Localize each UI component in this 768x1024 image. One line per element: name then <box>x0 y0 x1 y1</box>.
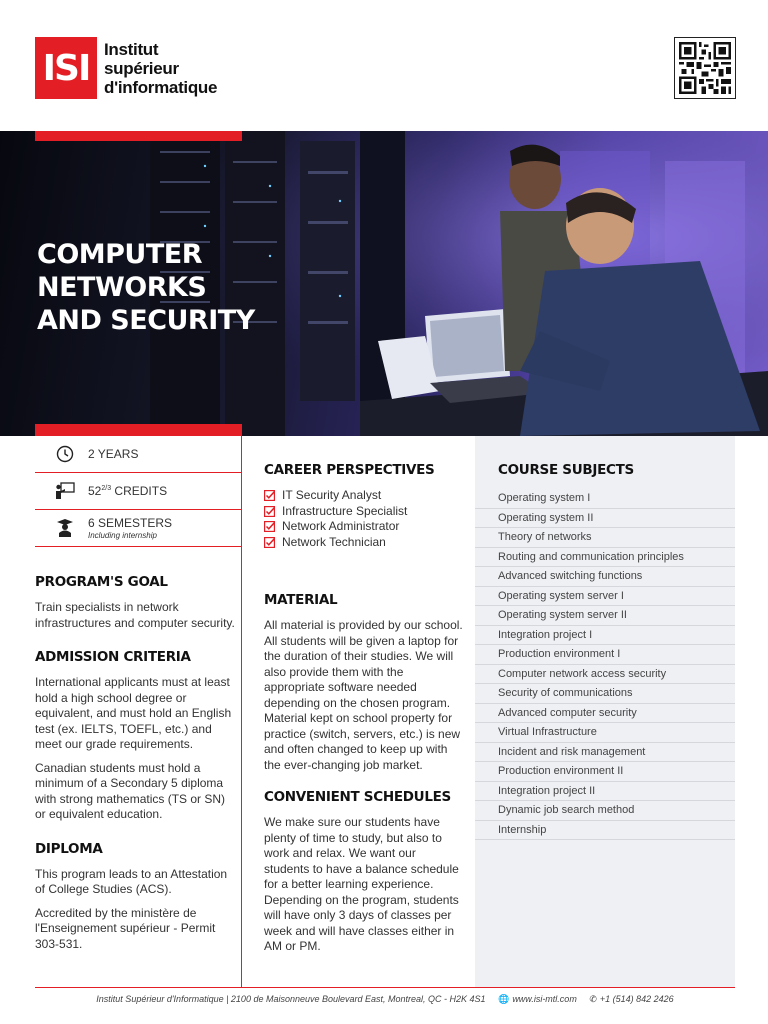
institution-name <box>104 40 217 97</box>
checkbox-checked-icon <box>264 506 275 517</box>
career-item <box>264 535 464 551</box>
career-heading: CAREER PERSPECTIVES <box>264 462 435 478</box>
footer-divider <box>35 987 735 988</box>
diploma-text-1: This program leads to an Attestation of College Studies (ACS). <box>35 866 228 896</box>
course-subjects-panel <box>475 436 735 987</box>
stat-semesters-sub: Including internship <box>88 531 157 540</box>
logo-mark-text: ISI <box>42 47 90 89</box>
stat-semesters-value: 6 SEMESTERS <box>88 516 173 530</box>
footer-website-link[interactable]: www.isi-mtl.com <box>512 994 577 1004</box>
stat-credits-text <box>88 484 167 498</box>
stat-semesters-text <box>88 516 172 540</box>
schedules-text: We make sure our students have plenty of time to study, but also to work and relax. We want our students to have a balance schedule for a better learning experience. Depending on the program, students will have only 3 days of classes per week and will have classes either in AM or PM. <box>264 815 459 953</box>
checkbox-checked-icon <box>264 537 275 548</box>
clock-icon <box>55 444 75 464</box>
phone-icon: ✆ <box>589 994 597 1004</box>
goal-text: Train specialists in network infrastructures and computer security. <box>35 600 235 630</box>
diploma-text-2: Accredited by the ministère de l'Enseignement supérieur - Permit 303-531. <box>35 905 216 951</box>
stat-credits-label: CREDITS <box>111 484 168 498</box>
course-item: Theory of networks <box>475 528 735 548</box>
course-item: Operating system I <box>475 489 735 509</box>
course-item: Operating system server I <box>475 587 735 607</box>
stat-credits-fraction: 2/3 <box>101 485 112 492</box>
hero-accent-bar-bottom <box>35 424 242 436</box>
admission-text-1: International applicants must at least hold a high school degree or equivalent, and must hold an English test (ex. IELTS, TOEFL, etc.) and meet our grade requirements. <box>35 675 232 751</box>
institution-name-line1: Institut <box>104 40 159 59</box>
institution-name-line3: d'informatique <box>104 78 218 97</box>
career-item-label: Network Administrator <box>282 519 400 533</box>
course-item: Computer network access security <box>475 665 735 685</box>
footer-address: Institut Supérieur d'Informatique | 2100 de Maisonneuve Boulevard East, Montreal, QC - H2K 4S1 <box>96 994 486 1004</box>
presenter-icon <box>55 481 75 501</box>
schedules-heading: CONVENIENT SCHEDULES <box>264 789 451 805</box>
program-title-line3: AND SECURITY <box>37 305 255 336</box>
qr-code[interactable] <box>674 37 736 99</box>
program-title <box>37 238 255 337</box>
career-item-label: IT Security Analyst <box>282 488 382 502</box>
career-item-label: Infrastructure Specialist <box>282 503 408 518</box>
course-subjects-list <box>475 489 735 840</box>
checkbox-checked-icon <box>264 521 275 532</box>
stat-duration <box>35 436 241 473</box>
admission-text-2: Canadian students must hold a minimum of a Secondary 5 diploma with strong mathematics (TS or SN) or equivalent education. <box>35 760 226 821</box>
material-text: All material is provided by our school. All students will be given a laptop for the duration of their studies. We will also provide them with the appropriate software needed depending on the chosen program. Material kept on school property for practice (switch, servers, etc.) is new and often changed to keep up with the ever-changing job market. <box>264 618 463 772</box>
career-item <box>264 519 464 535</box>
career-list <box>264 488 464 550</box>
career-item <box>264 488 464 504</box>
course-item: Operating system server II <box>475 606 735 626</box>
stat-semesters <box>35 510 241 547</box>
career-item-label: Network Technician <box>282 534 386 549</box>
course-item: Internship <box>475 821 735 841</box>
course-item: Dynamic job search method <box>475 801 735 821</box>
left-column <box>35 436 242 987</box>
program-title-line2: NETWORKS <box>37 272 207 303</box>
qr-code-icon <box>679 42 731 94</box>
globe-icon: 🌐 <box>498 994 510 1004</box>
courses-heading: COURSE SUBJECTS <box>498 462 634 478</box>
goal-heading: PROGRAM'S GOAL <box>35 574 168 590</box>
course-item: Integration project I <box>475 626 735 646</box>
course-item: Virtual Infrastructure <box>475 723 735 743</box>
diploma-heading: DIPLOMA <box>35 840 103 857</box>
footer <box>35 994 735 1005</box>
stat-credits-number: 52 <box>88 484 102 498</box>
course-item: Advanced switching functions <box>475 567 735 587</box>
admission-heading: ADMISSION CRITERIA <box>35 649 191 665</box>
career-item <box>264 504 464 520</box>
institution-name-line2: supérieur <box>104 59 179 78</box>
course-item: Security of communications <box>475 684 735 704</box>
stat-credits <box>35 473 241 510</box>
course-item: Production environment I <box>475 645 735 665</box>
checkbox-checked-icon <box>264 490 275 501</box>
footer-phone[interactable]: +1 (514) 842 2426 <box>599 994 674 1004</box>
course-item: Integration project II <box>475 782 735 802</box>
graduate-icon <box>55 518 75 538</box>
course-item: Routing and communication principles <box>475 548 735 568</box>
material-heading: MATERIAL <box>264 592 338 608</box>
middle-column <box>264 462 464 963</box>
course-item: Operating system II <box>475 509 735 529</box>
logo-mark <box>35 37 97 99</box>
course-item: Advanced computer security <box>475 704 735 724</box>
hero-accent-bar-top <box>35 131 242 141</box>
stat-duration-text: 2 YEARS <box>88 447 139 461</box>
course-item: Production environment II <box>475 762 735 782</box>
program-title-line1: COMPUTER <box>37 239 203 270</box>
course-item: Incident and risk management <box>475 743 735 763</box>
